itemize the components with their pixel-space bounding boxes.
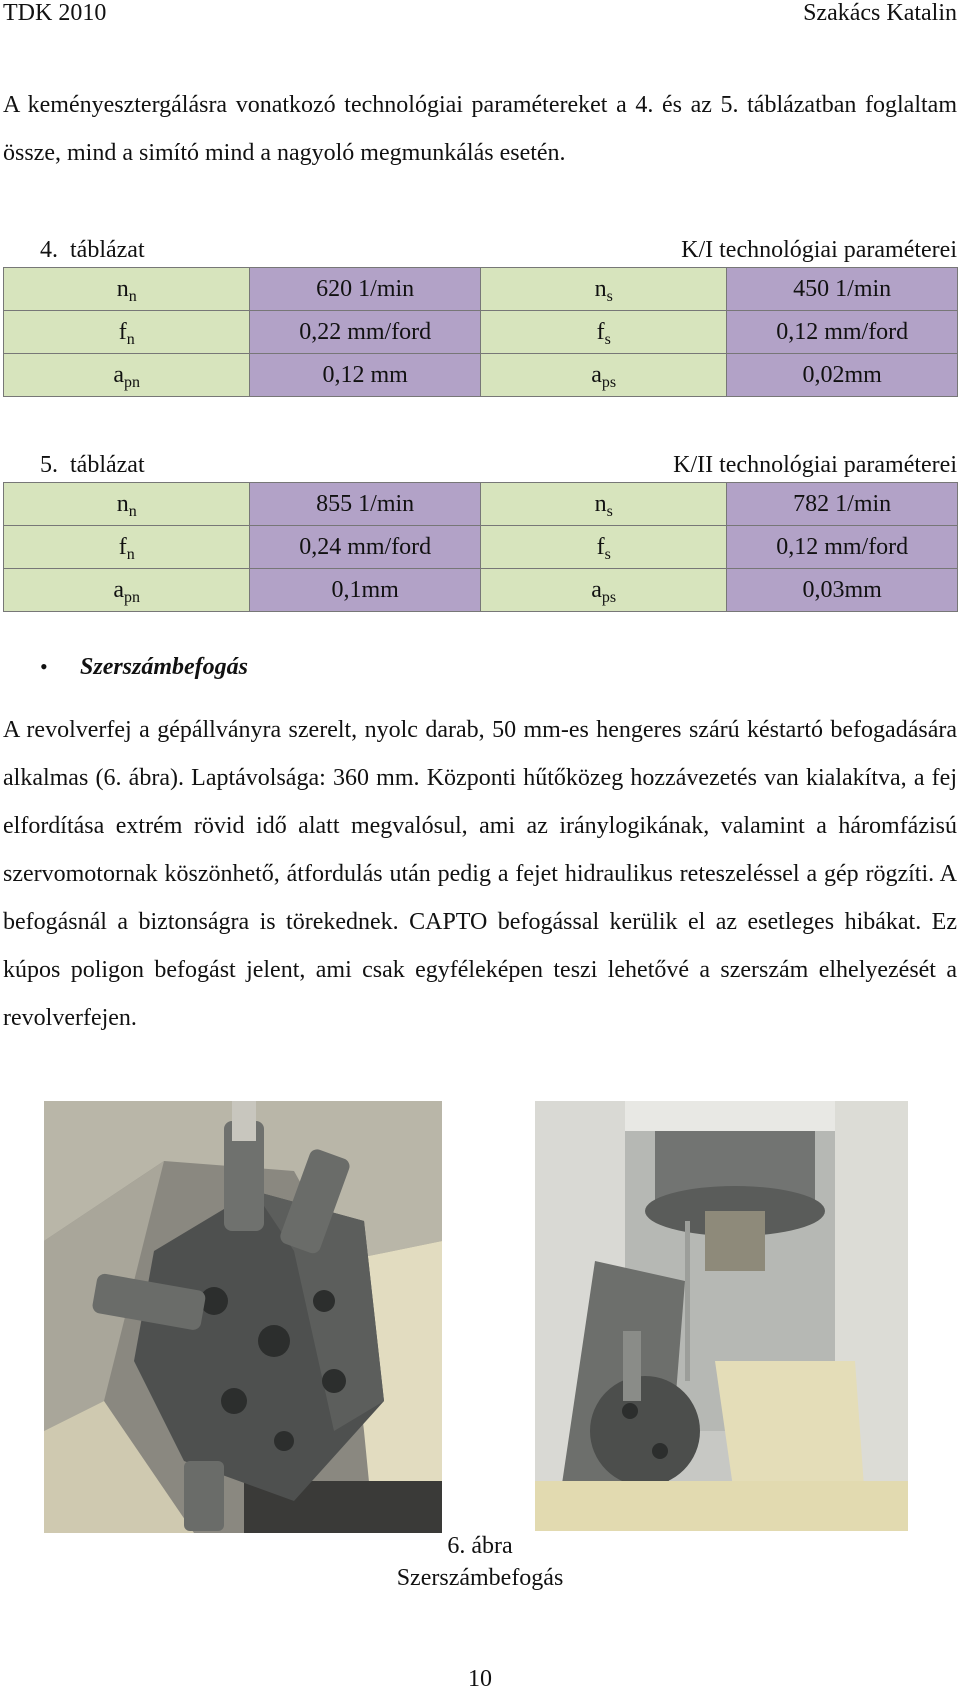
table-5 bbox=[3, 482, 958, 612]
table-4-caption bbox=[40, 233, 957, 267]
header-left: TDK 2010 bbox=[3, 0, 107, 26]
table-row bbox=[4, 483, 958, 526]
table-4 bbox=[3, 267, 958, 397]
table-cell: 450 1/min bbox=[727, 268, 958, 311]
table-cell: $f_n$ bbox=[4, 526, 250, 569]
figure-title: Szerszámbefogás bbox=[396, 1565, 564, 1591]
header-author: Szakács Katalin bbox=[803, 0, 957, 26]
table-cell: $a_{pn}$ bbox=[4, 354, 250, 397]
table-cell: $f_n$ bbox=[4, 311, 250, 354]
table-cell: 855 1/min bbox=[250, 483, 481, 526]
table-cell: 0,03mm bbox=[727, 569, 958, 612]
table-5-title: K/II technológiai paraméterei bbox=[673, 452, 957, 478]
table-cell: $a_{pn}$ bbox=[4, 569, 250, 612]
table-5-caption-word: táblázat bbox=[70, 452, 145, 478]
table-cell: 0,1mm bbox=[250, 569, 481, 612]
bullet-icon: • bbox=[40, 654, 48, 679]
table-cell: $n_n$ bbox=[4, 268, 250, 311]
table-cell: 0,12 mm bbox=[250, 354, 481, 397]
table-4-title: K/I technológiai paraméterei bbox=[681, 237, 957, 263]
page-number: 10 bbox=[468, 1666, 492, 1692]
table-row bbox=[4, 354, 958, 397]
table-cell: $n_s$ bbox=[480, 268, 726, 311]
table-row bbox=[4, 268, 958, 311]
table-cell: $f_s$ bbox=[480, 311, 726, 354]
table-cell: 0,12 mm/ford bbox=[727, 311, 958, 354]
table-cell: 620 1/min bbox=[250, 268, 481, 311]
table-row bbox=[4, 526, 958, 569]
table-cell: 0,24 mm/ford bbox=[250, 526, 481, 569]
table-row bbox=[4, 311, 958, 354]
table-cell: $a_{ps}$ bbox=[480, 569, 726, 612]
table-5-caption bbox=[40, 448, 957, 482]
body-paragraph: A revolverfej a gépállványra szerelt, nyolc darab, 50 mm-es hengeres szárú késtartó befogadására alkalmas (6. ábra). Laptávolsága: 360 mm. Központi hűtőközeg hozzávezetés van kialakítva, a fej elfordítása extrém rövid idő alatt megvalósul, ami az iránylogikának, valamint a háromfázisú szervomotornak köszönhető, átfordulás után pedig a fejet hidraulikus reteszeléssel a gép rögzíti. A befogásnál a biztonságra is törekednek. CAPTO befogással kerülik el az esetleges hibákat. Ez kúpos poligon befogást jelent, ami csak egyféleképen teszi lehetővé a szerszám elhelyezését a revolverfejen. bbox=[3, 717, 957, 1031]
figure-caption bbox=[380, 1530, 580, 1594]
table-5-number: 5. bbox=[40, 452, 58, 478]
table-4-caption-word: táblázat bbox=[70, 237, 145, 263]
intro-paragraph: A keményesztergálásra vonatkozó technológiai paramétereket a 4. és az 5. táblázatban foglaltam össze, mind a simító mind a nagyoló megmunkálás esetén. bbox=[3, 92, 957, 166]
page-header bbox=[0, 0, 960, 26]
table-row bbox=[4, 569, 958, 612]
figure-number: 6. ábra bbox=[447, 1533, 513, 1559]
table-cell: 0,02mm bbox=[727, 354, 958, 397]
table-cell: $a_{ps}$ bbox=[480, 354, 726, 397]
machine-interior-photo bbox=[535, 1101, 908, 1531]
table-cell: 782 1/min bbox=[727, 483, 958, 526]
table-cell: 0,12 mm/ford bbox=[727, 526, 958, 569]
table-cell: $f_s$ bbox=[480, 526, 726, 569]
table-cell: 0,22 mm/ford bbox=[250, 311, 481, 354]
table-cell: $n_n$ bbox=[4, 483, 250, 526]
table-cell: $n_s$ bbox=[480, 483, 726, 526]
table-4-number: 4. bbox=[40, 237, 58, 263]
section-title: Szerszámbefogás bbox=[80, 654, 249, 680]
turret-photo bbox=[44, 1101, 442, 1533]
